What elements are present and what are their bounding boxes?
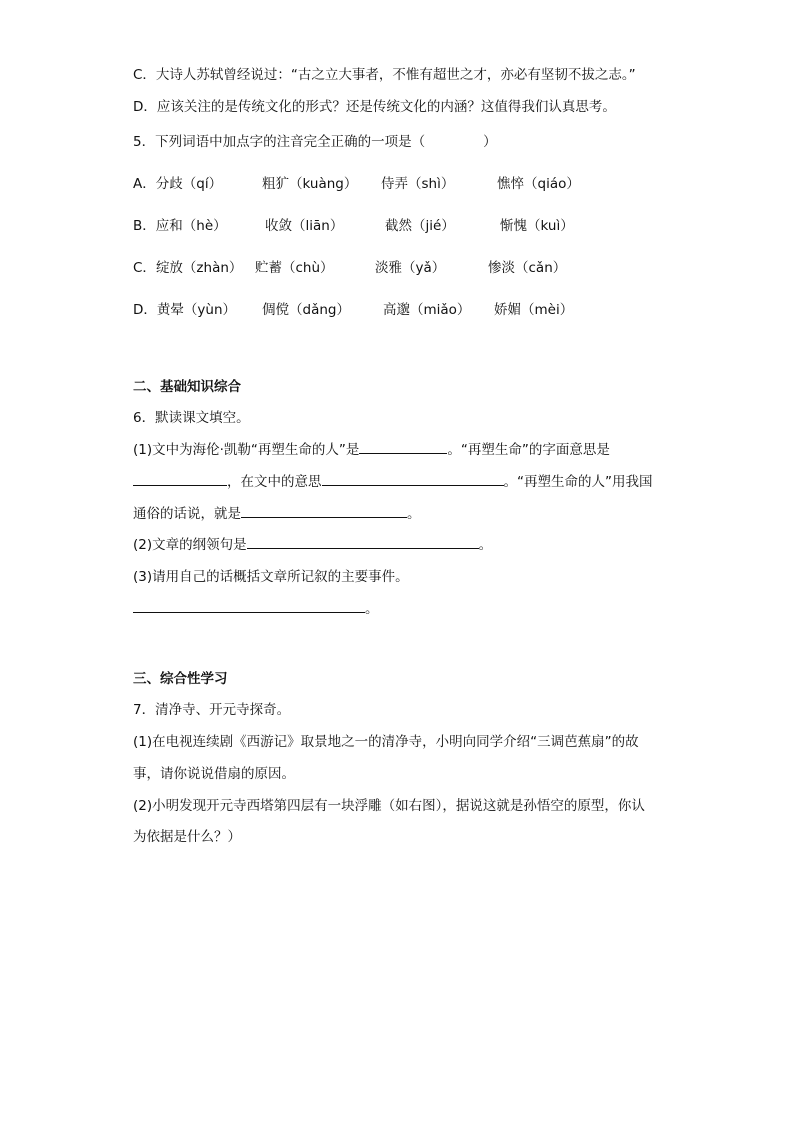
option-item: 收敛（liān） (265, 218, 344, 234)
question-text: (2)文章的纲领句是 (133, 537, 247, 553)
question-text: 。“再塑生命”的字面意思是 (447, 442, 610, 458)
q5-stem-text: 5．下列词语中加点字的注音完全正确的一项是（ (133, 134, 426, 150)
question-text: 。 (478, 537, 493, 553)
option-item: 黄晕（yùn） (156, 302, 237, 318)
q7-title: 7．清净寺、开元寺探奇。 (133, 702, 291, 718)
option-label: C． (133, 260, 156, 276)
question-text: 。“再塑生命的人”用我国 (503, 474, 653, 490)
q6-part2 (133, 539, 492, 553)
question-text: (1)文中为海伦·凯勒“再塑生命的人”是 (133, 442, 360, 458)
q6-part1-line1 (133, 444, 610, 458)
option-label: D． (133, 302, 157, 318)
q6-part1-line3 (133, 508, 421, 522)
section-heading: 二、基础知识综合 (133, 379, 241, 395)
q6-title: 6．默读课文填空。 (133, 410, 250, 426)
option-item: 粗犷（kuàng） (262, 176, 358, 192)
question-text: 通俗的话说，就是 (133, 506, 241, 522)
option-label: B． (133, 218, 156, 234)
q4-option-c: C．大诗人苏轼曾经说过：“古之立大事者，不惟有超世之才，亦必有坚韧不拔之志。” (133, 67, 636, 83)
option-item: 截然（jié） (385, 218, 455, 234)
q6-part3-answer (133, 603, 379, 617)
answer-blank[interactable] (133, 610, 365, 613)
answer-blank[interactable] (241, 515, 407, 518)
q7-part2-line1: (2)小明发现开元寺西塔第四层有一块浮雕（如右图），据说这就是孙悟空的原型，你认 (133, 798, 645, 814)
q6-part3: (3)请用自己的话概括文章所记叙的主要事件。 (133, 569, 409, 585)
question-text: 。 (407, 506, 421, 522)
answer-blank[interactable] (247, 546, 479, 549)
question-text: 。 (365, 601, 379, 617)
option-item: 侍弄（shì） (381, 176, 455, 192)
option-item: 惨淡（cǎn） (488, 260, 567, 276)
q5-row-d (133, 304, 236, 318)
option-item: 分歧（qí） (155, 176, 223, 192)
option-item: 娇媚（mèi） (494, 302, 574, 318)
q7-part2-line2: 为依据是什么？） (133, 829, 241, 845)
option-item: 憔悴（qiáo） (497, 176, 580, 192)
q7-part1-line2: 事，请你说说借扇的原因。 (133, 766, 295, 782)
option-label: A． (133, 176, 156, 192)
q5-row-b (133, 220, 227, 234)
q5-row-c (133, 262, 242, 276)
answer-blank[interactable] (359, 451, 447, 454)
option-item: 高邈（miǎo） (383, 302, 471, 318)
option-item: 应和（hè） (155, 218, 227, 234)
option-item: 淡雅（yǎ） (375, 260, 446, 276)
q6-part1-line2 (133, 476, 653, 490)
section-heading: 三、综合性学习 (133, 671, 228, 687)
q5-row-a (133, 178, 222, 192)
q5-stem (133, 136, 497, 150)
option-item: 惭愧（kuì） (500, 218, 574, 234)
question-text: ，在文中的意思 (227, 474, 322, 490)
q5-stem-close: ） (483, 134, 497, 150)
option-item: 绽放（zhàn） (155, 260, 243, 276)
option-item: 贮蓄（chù） (255, 260, 334, 276)
answer-blank[interactable] (322, 483, 504, 486)
q4-option-d: D．应该关注的是传统文化的形式？还是传统文化的内涵？这值得我们认真思考。 (133, 99, 616, 115)
answer-blank[interactable] (133, 483, 227, 486)
q7-part1-line1: (1)在电视连续剧《西游记》取景地之一的清净寺，小明向同学介绍“三调芭蕉扇”的故 (133, 734, 639, 750)
option-item: 倜傥（dǎng） (262, 302, 350, 318)
